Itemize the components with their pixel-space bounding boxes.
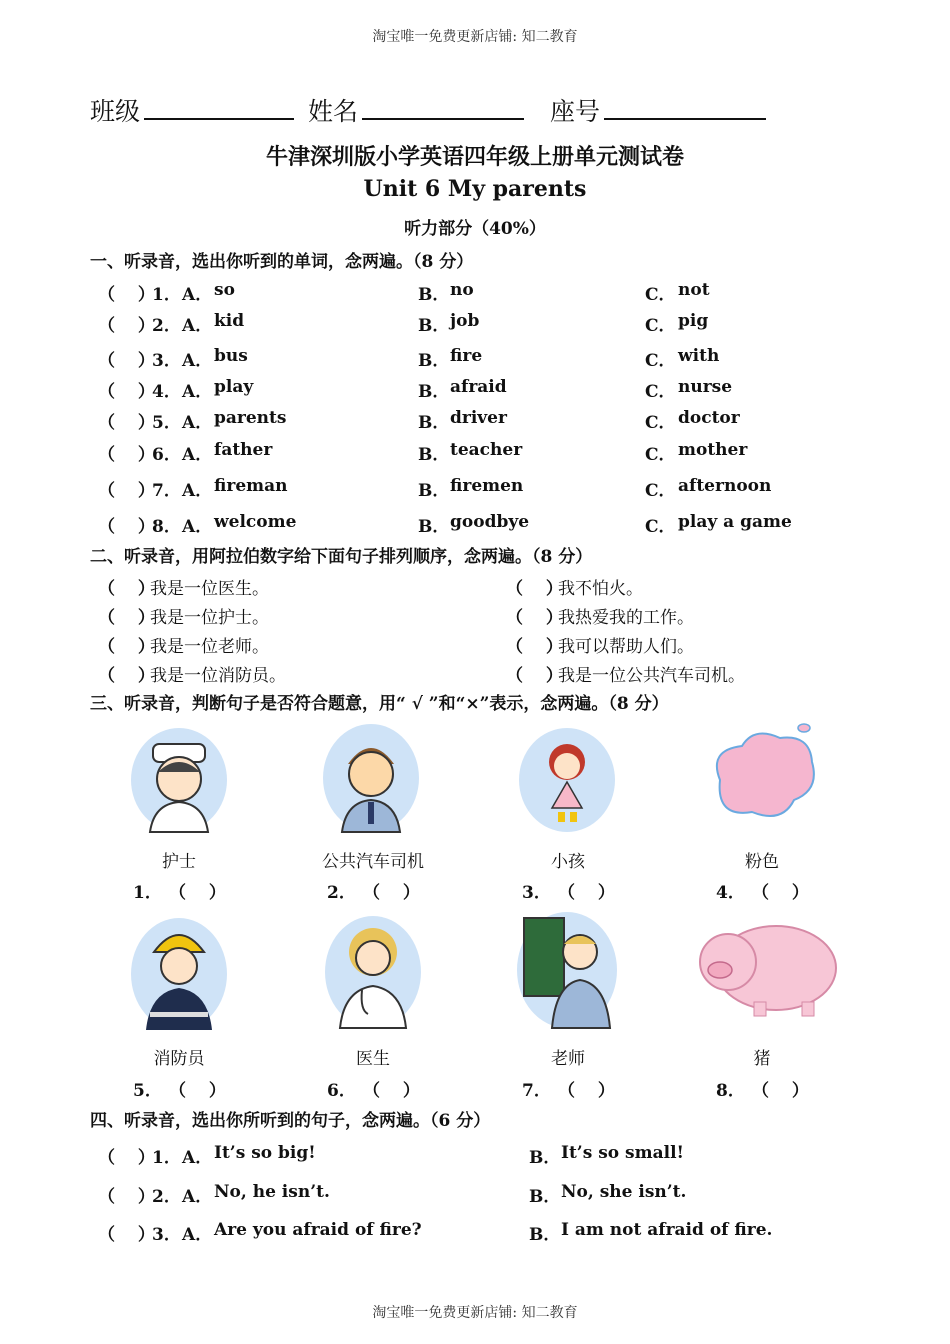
option-a-label: A． [182, 382, 213, 402]
picture-caption: 老师 [551, 1049, 585, 1069]
option-c-text: mother [678, 440, 748, 460]
answer-paren[interactable]: （ ） [98, 517, 155, 537]
option-b-label: B． [418, 285, 450, 305]
order-paren[interactable]: （ ） [506, 579, 563, 599]
option-a-label: A． [182, 413, 213, 433]
pink-blob [717, 734, 814, 817]
option-c-label: C． [645, 445, 676, 465]
answer-paren[interactable]: （ ） [98, 285, 155, 305]
order-sentence: 我热爱我的工作。 [558, 608, 694, 628]
pig-leg [802, 1002, 814, 1016]
section2-heading: 二、听录音，用阿拉伯数字给下面句子排列顺序，念两遍。（8 分） [90, 547, 593, 567]
option-c-label: C． [645, 382, 676, 402]
option-b-text: It’s so small! [561, 1143, 684, 1163]
option-b-label: B． [418, 517, 450, 537]
option-c-text: nurse [678, 377, 733, 397]
option-c-text: play a game [678, 512, 792, 532]
order-paren[interactable]: （ ） [506, 637, 563, 657]
question-number: 1． [152, 285, 181, 305]
option-b-text: driver [450, 408, 507, 428]
reflective-strip [150, 1012, 208, 1017]
judge-paren[interactable]: （ ） [169, 1081, 226, 1101]
option-b-label: B． [529, 1148, 561, 1168]
title-cn: 牛津深圳版小学英语四年级上册单元测试卷 [265, 144, 684, 170]
answer-paren[interactable]: （ ） [98, 1187, 155, 1207]
option-a-label: A． [182, 1225, 213, 1245]
order-sentence: 我是一位医生。 [150, 579, 269, 599]
option-b-label: B． [418, 316, 450, 336]
order-paren[interactable]: （ ） [98, 637, 155, 657]
option-b-label: B． [418, 413, 450, 433]
question-number: 8． [152, 517, 181, 537]
order-sentence: 我是一位消防员。 [150, 666, 286, 686]
judge-paren[interactable]: （ ） [363, 883, 420, 903]
page-header: 淘宝唯一免费更新店铺: 知二教育 [372, 29, 578, 45]
order-paren[interactable]: （ ） [506, 608, 563, 628]
option-b-text: I am not afraid of fire. [561, 1220, 773, 1240]
option-c-label: C． [645, 351, 676, 371]
question-number: 3． [152, 1225, 181, 1245]
doctor-picture [322, 910, 424, 1030]
judge-number: 2． [327, 883, 356, 903]
judge-number: 6． [327, 1081, 356, 1101]
tie [368, 802, 374, 824]
option-b-text: goodbye [450, 512, 530, 532]
class-label: 班级 [90, 97, 141, 126]
fireman-picture [128, 912, 230, 1032]
title-en: Unit 6 My parents [363, 176, 587, 202]
judge-paren[interactable]: （ ） [752, 883, 809, 903]
pink-picture [702, 720, 822, 826]
answer-paren[interactable]: （ ） [98, 351, 155, 371]
option-a-text: Are you afraid of fire? [214, 1220, 422, 1240]
option-c-label: C． [645, 517, 676, 537]
judge-paren[interactable]: （ ） [363, 1081, 420, 1101]
answer-paren[interactable]: （ ） [98, 413, 155, 433]
option-a-text: father [214, 440, 273, 460]
option-a-text: play [214, 377, 254, 397]
judge-paren[interactable]: （ ） [558, 883, 615, 903]
pink-dot [798, 724, 810, 732]
nurse-picture [128, 724, 230, 834]
section1-heading: 一、听录音，选出你听到的单词，念两遍。（8 分） [90, 252, 474, 272]
judge-number: 4． [716, 883, 745, 903]
option-a-label: A． [182, 316, 213, 336]
option-c-label: C． [645, 413, 676, 433]
option-a-text: bus [214, 346, 248, 366]
option-c-text: with [678, 346, 720, 366]
question-number: 7． [152, 481, 181, 501]
answer-paren[interactable]: （ ） [98, 316, 155, 336]
option-a-label: A． [182, 1187, 213, 1207]
option-c-label: C． [645, 316, 676, 336]
picture-caption: 公共汽车司机 [322, 852, 424, 872]
seat-blank[interactable] [604, 94, 766, 120]
bus-driver-picture [320, 722, 422, 834]
option-a-label: A． [182, 1148, 213, 1168]
seat-label: 座号 [549, 97, 600, 126]
option-c-text: afternoon [678, 476, 772, 496]
option-b-text: afraid [450, 377, 507, 397]
judge-number: 1． [133, 883, 162, 903]
face [356, 941, 390, 975]
pig-picture [684, 914, 844, 1018]
answer-paren[interactable]: （ ） [98, 481, 155, 501]
option-a-label: A． [182, 351, 213, 371]
judge-paren[interactable]: （ ） [752, 1081, 809, 1101]
option-b-label: B． [529, 1187, 561, 1207]
listening-label: 听力部分（40%） [404, 219, 546, 239]
picture-caption: 小孩 [551, 852, 585, 872]
answer-paren[interactable]: （ ） [98, 445, 155, 465]
shoe [558, 812, 565, 822]
order-sentence: 我可以帮助人们。 [558, 637, 694, 657]
option-c-label: C． [645, 481, 676, 501]
option-a-text: No, he isn’t. [214, 1182, 330, 1202]
picture-caption: 医生 [356, 1049, 390, 1069]
name-blank[interactable] [362, 94, 524, 120]
picture-caption: 粉色 [745, 852, 779, 872]
option-b-text: no [450, 280, 474, 300]
option-b-label: B． [418, 382, 450, 402]
option-a-label: A． [182, 481, 213, 501]
option-b-label: B． [418, 481, 450, 501]
pig-leg [754, 1002, 766, 1016]
question-number: 2． [152, 316, 181, 336]
teacher-picture [514, 908, 620, 1030]
option-a-text: kid [214, 311, 245, 331]
shoe [570, 812, 577, 822]
option-a-label: A． [182, 517, 213, 537]
question-number: 6． [152, 445, 181, 465]
pig-head [700, 934, 756, 990]
question-number: 2． [152, 1187, 181, 1207]
student-info [90, 92, 772, 128]
option-b-text: firemen [450, 476, 524, 496]
order-sentence: 我是一位老师。 [150, 637, 269, 657]
option-c-text: doctor [678, 408, 740, 428]
question-number: 4． [152, 382, 181, 402]
option-a-label: A． [182, 285, 213, 305]
option-a-text: parents [214, 408, 287, 428]
picture-caption: 消防员 [153, 1049, 205, 1069]
picture-caption: 护士 [162, 852, 196, 872]
order-sentence: 我是一位公共汽车司机。 [558, 666, 745, 686]
option-c-label: C． [645, 285, 676, 305]
picture-caption: 猪 [753, 1049, 771, 1069]
question-number: 1． [152, 1148, 181, 1168]
face [161, 948, 197, 984]
option-a-text: fireman [214, 476, 288, 496]
judge-number: 8． [716, 1081, 745, 1101]
option-c-text: not [678, 280, 710, 300]
answer-paren[interactable]: （ ） [98, 382, 155, 402]
judge-number: 3． [522, 883, 551, 903]
question-number: 5． [152, 413, 181, 433]
page-footer: 淘宝唯一免费更新店铺: 知二教育 [372, 1305, 578, 1321]
option-b-label: B． [529, 1225, 561, 1245]
option-b-label: B． [418, 351, 450, 371]
option-b-text: fire [450, 346, 483, 366]
section4-heading: 四、听录音，选出你所听到的句子，念两遍。（6 分） [90, 1111, 491, 1131]
blackboard [524, 918, 564, 996]
option-b-label: B． [418, 445, 450, 465]
question-number: 3． [152, 351, 181, 371]
kid-picture [516, 726, 618, 834]
order-paren[interactable]: （ ） [98, 608, 155, 628]
option-b-text: teacher [450, 440, 523, 460]
option-c-text: pig [678, 311, 709, 331]
face [349, 752, 393, 796]
option-a-text: so [214, 280, 235, 300]
option-b-text: No, she isn’t. [561, 1182, 687, 1202]
option-a-text: welcome [214, 512, 297, 532]
class-blank[interactable] [144, 94, 294, 120]
order-paren[interactable]: （ ） [506, 666, 563, 686]
section3-heading: 三、听录音，判断句子是否符合题意，用“ √ ”和“×”表示，念两遍。（8 分） [90, 694, 669, 714]
pig-snout [708, 962, 732, 978]
judge-number: 7． [522, 1081, 551, 1101]
option-a-text: It’s so big! [214, 1143, 316, 1163]
order-paren[interactable]: （ ） [98, 579, 155, 599]
judge-paren[interactable]: （ ） [169, 883, 226, 903]
order-paren[interactable]: （ ） [98, 666, 155, 686]
answer-paren[interactable]: （ ） [98, 1225, 155, 1245]
answer-paren[interactable]: （ ） [98, 1148, 155, 1168]
judge-paren[interactable]: （ ） [558, 1081, 615, 1101]
option-b-text: job [450, 311, 480, 331]
judge-number: 5． [133, 1081, 162, 1101]
face [554, 753, 580, 779]
name-label: 姓名 [307, 97, 358, 126]
order-sentence: 我是一位护士。 [150, 608, 269, 628]
order-sentence: 我不怕火。 [558, 579, 643, 599]
option-a-label: A． [182, 445, 213, 465]
